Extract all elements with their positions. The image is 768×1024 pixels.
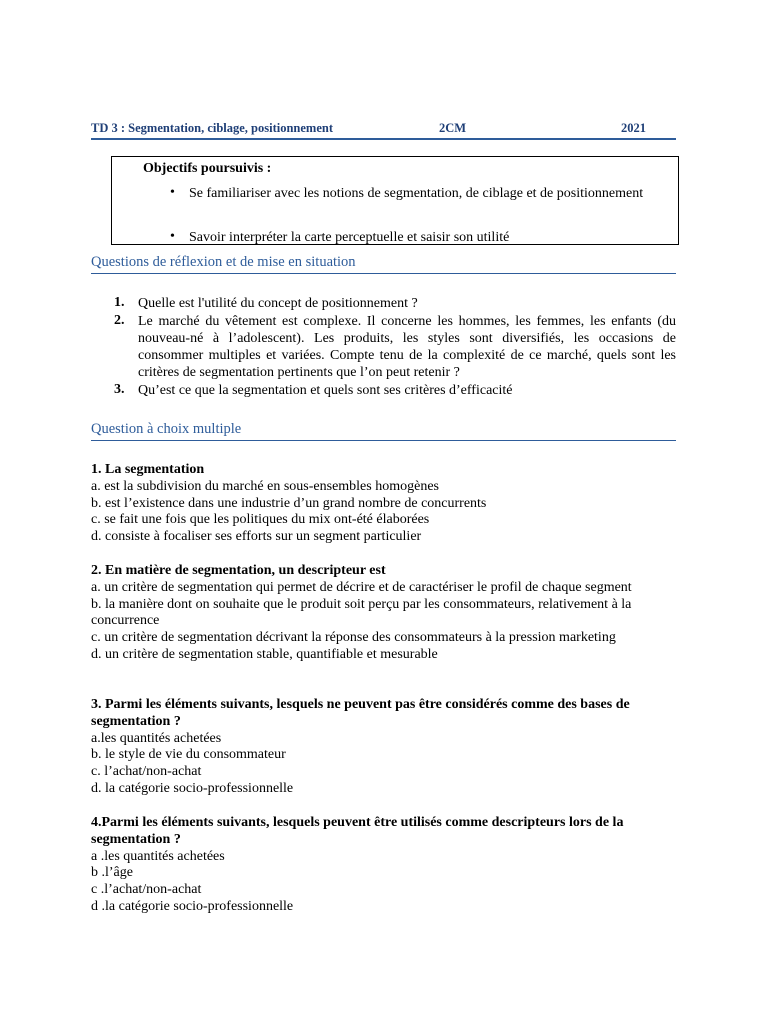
- qcm-option: b .l’âge: [91, 865, 133, 881]
- objectives-title: Objectifs poursuivis :: [143, 161, 272, 176]
- question-number: 2.: [114, 313, 125, 328]
- objectives-box: [111, 156, 679, 245]
- qcm-option: d. la catégorie socio-professionnelle: [91, 780, 294, 796]
- bullet-icon: •: [170, 185, 175, 200]
- qcm-option: a.les quantités achetées: [91, 730, 222, 746]
- qcm-question-2: [91, 563, 676, 664]
- question-number: 3.: [114, 382, 125, 397]
- qcm-option: a .les quantités achetées: [91, 848, 225, 864]
- qcm-option: d .la catégorie socio-professionnelle: [91, 898, 294, 914]
- qcm-question-3: [91, 697, 676, 798]
- qcm-section-title: Question à choix multiple: [91, 421, 676, 441]
- qcm-option: c. un critère de segmentation décrivant la réponse des consommateurs à la pression marketing: [91, 630, 616, 646]
- bullet-icon: •: [170, 229, 175, 244]
- objective-item: Savoir interpréter la carte perceptuelle et saisir son utilité: [189, 230, 510, 245]
- question-number: 1.: [114, 295, 125, 310]
- qcm-option: b. le style de vie du consommateur: [91, 747, 286, 763]
- qcm-option: b. est l’existence dans une industrie d’un grand nombre de concurrents: [91, 495, 487, 511]
- qcm-option: d. consiste à focaliser ses efforts sur un segment particulier: [91, 529, 422, 545]
- qcm-option: a. est la subdivision du marché en sous-ensembles homogènes: [91, 478, 439, 494]
- qcm-option: c. l’achat/non-achat: [91, 764, 202, 780]
- document-header: [91, 120, 676, 140]
- reflection-question: Le marché du vêtement est complexe. Il concerne les hommes, les femmes, les enfants (du nouveau-né à l’adolescent). Les produits, les styles sont diversifiés, les occasions de consommer multiples et variées. Compte tenu de la complexité de ce marché, quels sont les critères de segmentation pertinents que l’on peut retenir ?: [138, 314, 676, 380]
- qcm-question-title: 3. Parmi les éléments suivants, lesquels ne peuvent pas être considérés comme des bases de segmentation ?: [91, 697, 630, 729]
- qcm-option: d. un critère de segmentation stable, quantifiable et mesurable: [91, 646, 438, 662]
- qcm-option: c .l’achat/non-achat: [91, 882, 202, 898]
- header-class: 2CM: [439, 121, 467, 135]
- header-year: 2021: [621, 121, 646, 135]
- qcm-option: c. se fait une fois que les politiques du mix ont-été élaborées: [91, 512, 430, 528]
- reflection-question: Qu’est ce que la segmentation et quels sont ses critères d’efficacité: [138, 383, 513, 398]
- qcm-option: a. un critère de segmentation qui permet de décrire et de caractériser le profil de chaque segment: [91, 579, 632, 595]
- qcm-question-title: 2. En matière de segmentation, un descripteur est: [91, 563, 386, 578]
- objective-item: Se familiariser avec les notions de segmentation, de ciblage et de positionnement: [189, 186, 644, 201]
- qcm-option: b. la manière dont on souhaite que le produit soit perçu par les consommateurs, relativement à la concurrence: [91, 596, 632, 629]
- qcm-question-title: 4.Parmi les éléments suivants, lesquels peuvent être utilisés comme descripteurs lors de la segmentation ?: [91, 815, 624, 847]
- qcm-question-1: [91, 462, 676, 546]
- reflection-question: Quelle est l'utilité du concept de positionnement ?: [138, 296, 418, 311]
- header-title: TD 3 : Segmentation, ciblage, positionnement: [91, 121, 334, 135]
- reflection-section-title: Questions de réflexion et de mise en situation: [91, 254, 676, 274]
- qcm-question-4: [91, 815, 676, 916]
- qcm-question-title: 1. La segmentation: [91, 462, 205, 477]
